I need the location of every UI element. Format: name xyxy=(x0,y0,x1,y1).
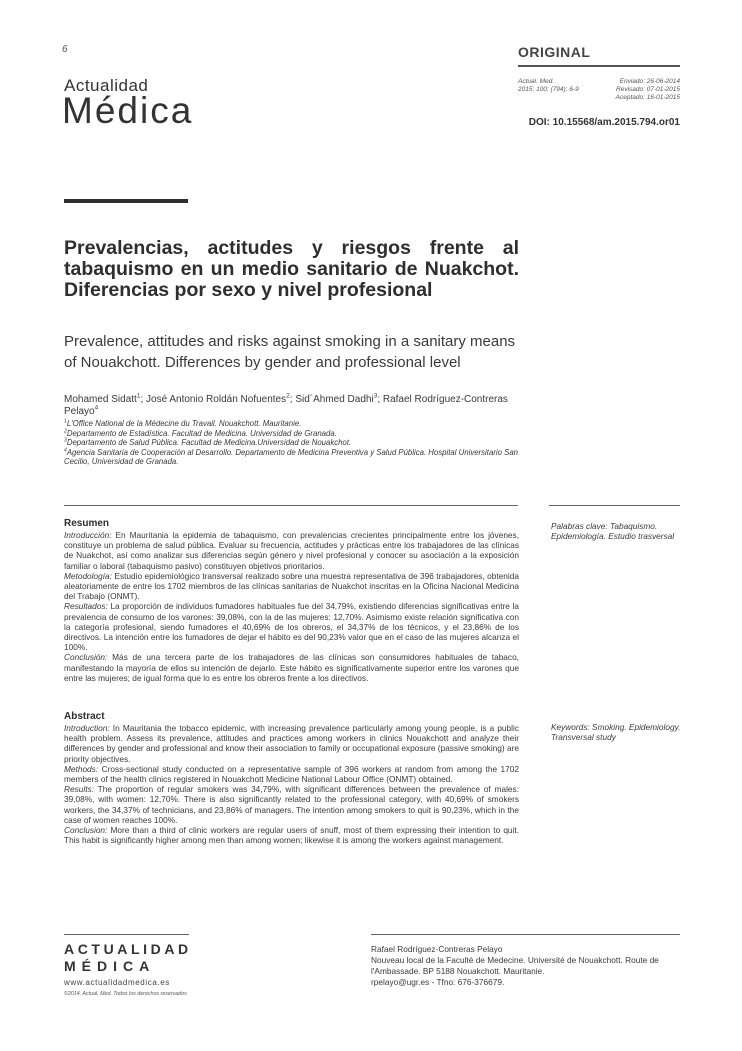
keywords: Keywords: Smoking. Epidemiology. Transversal study xyxy=(551,722,681,743)
decorative-bar xyxy=(64,199,188,203)
author-sup: 2 xyxy=(286,392,290,400)
author-sup: 1 xyxy=(136,392,141,400)
title-english: Prevalence, attitudes and risks against smoking in a sanitary means of Nouakchott. Differences by gender and professional level xyxy=(64,333,516,371)
received-date: Enviado: 26-06-2014 xyxy=(619,78,680,85)
author-sup: 4 xyxy=(94,404,99,412)
section-underline xyxy=(518,65,680,67)
author-separator: ; xyxy=(377,394,383,405)
contact-email-phone[interactable]: rpelayo@ugr.es - Tfno: 676-376679. xyxy=(371,977,505,987)
affiliations xyxy=(64,419,524,467)
citation-line1: Actual. Med. xyxy=(518,78,555,85)
citation-line2: 2015; 100: (794): 6-9 xyxy=(518,86,579,93)
author-list xyxy=(64,394,519,418)
author-separator: ; xyxy=(289,394,296,405)
abstract-section xyxy=(64,711,519,845)
title-spanish: Prevalencias, actitudes y riesgos frente al tabaquismo en un medio sanitario de Nuakchot. Diferencias por sexo y nivel profesional xyxy=(64,237,519,301)
footer-copyright: ©2014. Actual. Med. Todos los derechos reservados xyxy=(64,991,187,997)
resumen-heading: Resumen xyxy=(64,518,110,529)
correspondence xyxy=(371,944,681,988)
author: Sid´Ahmed Dadhi xyxy=(295,394,374,405)
page-number: 6 xyxy=(62,44,68,55)
author-sup: 3 xyxy=(373,392,378,400)
section-label: ORIGINAL xyxy=(518,44,591,60)
footer-website-link[interactable]: www.actualidadmedica.es xyxy=(64,978,170,987)
contact-address: Nouveau local de la Faculté de Medecine. Université de Nouakchott. Route de l'Ambassade. BP 5188 Nouakchott. Mauritanie. xyxy=(371,955,659,976)
author: Rafael Rodríguez-Contreras Pelayo xyxy=(64,394,508,417)
submission-dates xyxy=(590,78,680,102)
journal-name-line2: Médica xyxy=(62,90,194,131)
revised-date: Revisado: 07-01-2015 xyxy=(616,86,680,93)
resumen-body: Introducción: En Mauritania la epidemia de tabaquismo, con prevalencias crecientes principalmente entre los jóvenes, constituye un problema de salud pública. Evaluar su frecuencia, actitudes y prácticas entre los trabajadores de las clínicas de Nuakchot, así como analizar sus diferencias según género y nivel profesional y conocer su asociación a la exposición familiar o laboral (tabaquismo pasivo) constituyen objetivos prioritarios. Metodología: Estudio epidemiológico transversal realizado sobre una muestra representativa de 396 trabajadores, obtenida aleatoriamente de entre los 1702 miembros de las clínicas sanitarias de Nuakchot inscritas en la Oficina Nacional Medicina del Trabajo (ONMT). Resultados: La proporción de individuos fumadores habituales fue del 34,79%, existiendo diferencias significativas entre la prevalencia de consumo de los varones: 39,08%, con la de las mujeres: 12,70%. Asimismo existe relación significativa con la categoría profesional, siendo fumadores el 40,69% de los obreros, el 34,37% de los técnicos, y el 23,86% de los directivos. La intención entre los fumadores de dejar el hábito es del 90,23% valor que en el caso de las mujeres alcanza el 100%. Conclusión: Más de una tercera parte de los trabajadores de las clínicas son consumidores habituales de tabaco, manifestando la mayoría de ellos su intención de dejarlo. Este hábito es significativamente superior entre los varones que entre las mujeres; de igual forma que lo es entre los obreros frente a los directivos. xyxy=(64,530,519,683)
affiliation: $^3$Departamento de Salud Pública. Facultad de Medicina.Universidad de Nouakchot. xyxy=(64,437,352,448)
divider xyxy=(64,934,189,935)
footer-logo-line2: MÉDICA xyxy=(64,958,156,974)
abstract-heading: Abstract xyxy=(64,711,105,722)
palabras-clave: Palabras clave: Tabaquismo. Epidemiología. Estudio trasversal xyxy=(551,521,675,542)
affiliation: $^2$Departamento de Estadística. Facultad de Medicina. Universidad de Granada. xyxy=(64,428,337,438)
divider xyxy=(549,505,680,506)
doi[interactable]: DOI: 10.15568/am.2015.794.or01 xyxy=(528,117,680,128)
author: José Antonio Roldán Nofuentes xyxy=(146,394,287,405)
abstract-body: Introduction: In Mauritania the tobacco epidemic, with increasing prevalence particularly among young people, is a public health problem. Assess its prevalence, attitudes and practices among workers in clinics Nouakchott and analyze their differences by gender and professional and know their association to family or occupational exposure (passive smoking) are priority objectives. Methods: Cross-sectional study conducted on a representative sample of 396 workers at random from among the 1702 members of the health clinics registered in Nouakchott Medicine National Labour Office (ONMT) obtained. Results: The proportion of regular smokers was 34,79%, with significant differences between the prevalence of males: 39,08%, with women: 12,70%. There is also significantly related to the professional category, with 40,69% of smokers workers, the 34,37% of technicians, and 23,86% of managers. The intention among smokers to quit is 90,23%, which in the case of women reaches 100%. Conclusion: More than a third of clinic workers are regular users of snuff, most of them expressing their intention to quit. This habit is significantly higher among men than among women; likewise it is among the workers against management. xyxy=(64,723,519,846)
divider xyxy=(64,505,518,506)
footer-logo-line1: ACTUALIDAD xyxy=(64,941,192,957)
divider xyxy=(371,934,680,935)
author: Mohamed Sidatt xyxy=(64,394,137,405)
author-separator: ; xyxy=(140,394,147,405)
citation xyxy=(518,78,579,94)
affiliation: $^4$Agencia Sanitaria de Cooperación al Desarrollo. Departamento de Medicina Preventiva y Salud Pública. Hospital Universitario San Cecilio, Universidad de Granada. xyxy=(64,447,518,467)
accepted-date: Aceptado: 16-01-2015 xyxy=(615,94,680,101)
affiliation: $^1$L'Office National de la Médecine du Travail. Nouakchott. Mauritanie. xyxy=(64,418,302,428)
resumen-section xyxy=(64,518,519,683)
journal-name-line1: Actualidad xyxy=(64,76,149,95)
contact-name: Rafael Rodríguez-Contreras Pelayo xyxy=(371,944,503,954)
